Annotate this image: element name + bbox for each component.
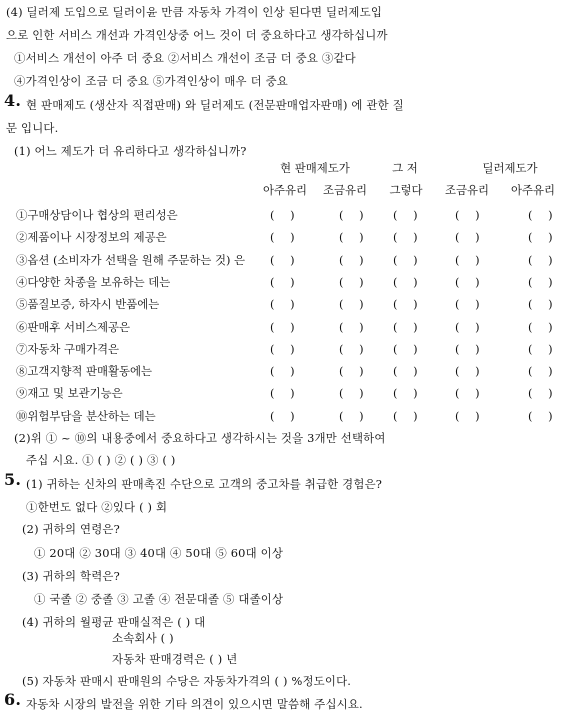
rating-choice-3[interactable]: ( ): [393, 230, 424, 245]
q4-sub2-line2: 주십 시요. ① ( ) ② ( ) ③ ( ): [26, 453, 176, 467]
header-dealer-system: 딜러제도가: [482, 161, 538, 175]
rating-choice-4[interactable]: ( ): [455, 252, 486, 267]
q5-sub3: (3) 귀하의 학력은?: [22, 569, 120, 583]
rating-choice-3[interactable]: ( ): [393, 386, 424, 401]
row-label: ⑥판매후 서비스제공은: [16, 319, 131, 334]
q5-sub1-options: ①한번도 없다 ②있다 ( ) 회: [26, 500, 168, 514]
rating-choice-3[interactable]: ( ): [393, 341, 424, 356]
rating-choice-4[interactable]: ( ): [455, 364, 486, 379]
header-col-4: 조금유리: [444, 183, 489, 197]
rating-choice-5[interactable]: ( ): [528, 364, 559, 379]
rating-choice-1[interactable]: ( ): [270, 364, 301, 379]
rating-choice-1[interactable]: ( ): [270, 252, 301, 267]
rating-choice-2[interactable]: ( ): [339, 341, 370, 356]
rating-choice-3[interactable]: ( ): [393, 297, 424, 312]
rating-choice-3[interactable]: ( ): [393, 252, 424, 267]
rating-choice-2[interactable]: ( ): [339, 386, 370, 401]
header-neutral: 그 저: [392, 161, 418, 175]
q5-sub3-options: ① 국졸 ② 중졸 ③ 고졸 ④ 전문대졸 ⑤ 대졸이상: [34, 592, 284, 606]
rating-choice-4[interactable]: ( ): [455, 297, 486, 312]
rating-choice-2[interactable]: ( ): [339, 297, 370, 312]
header-current-system: 현 판매제도가: [280, 161, 350, 175]
row-label: ①구매상담이나 협상의 편리성은: [16, 208, 178, 222]
rating-choice-4[interactable]: ( ): [455, 319, 486, 334]
rating-choice-5[interactable]: ( ): [528, 230, 559, 245]
row-label: ②제품이나 시장정보의 제공은: [16, 230, 167, 245]
row-label: ⑨재고 및 보관기능은: [16, 386, 123, 401]
rating-choice-5[interactable]: ( ): [528, 319, 559, 334]
header-col-2: 조금유리: [322, 183, 367, 197]
row-label: ⑦자동차 구매가격은: [16, 341, 120, 356]
rating-choice-4[interactable]: ( ): [455, 341, 486, 356]
rating-choice-5[interactable]: ( ): [528, 341, 559, 356]
rating-choice-2[interactable]: ( ): [339, 408, 370, 423]
q5-sub1: (1) 귀하는 신차의 판매촉진 수단으로 고객의 중고차를 취급한 경험은?: [26, 477, 383, 491]
q4-title-line1: 현 판매제도 (생산자 직접판매) 와 딜러제도 (전문판매업자판매) 에 관한 질: [26, 98, 404, 112]
rating-choice-2[interactable]: ( ): [339, 208, 370, 222]
row-label: ③옵션 (소비자가 선택을 원해 주문하는 것) 은: [16, 252, 246, 267]
q4-title-line2: 문 입니다.: [6, 121, 59, 135]
q5-number: 5.: [4, 470, 22, 489]
rating-choice-3[interactable]: ( ): [393, 319, 424, 334]
rating-choice-2[interactable]: ( ): [339, 230, 370, 245]
rating-choice-2[interactable]: ( ): [339, 274, 370, 289]
rating-choice-3[interactable]: ( ): [393, 408, 424, 423]
rating-choice-5[interactable]: ( ): [528, 208, 559, 222]
row-label: ⑧고객지향적 판매활동에는: [16, 364, 153, 379]
rating-choice-5[interactable]: ( ): [528, 252, 559, 267]
rating-choice-3[interactable]: ( ): [393, 208, 424, 222]
q5-sub5: (5) 자동차 판매시 판매원의 수당은 자동차가격의 ( ) %정도이다.: [22, 674, 352, 688]
q3-item4-line2: 으로 인한 서비스 개선과 가격인상중 어느 것이 더 중요하다고 생각하십니까: [6, 28, 388, 42]
header-col-3: 그렇다: [389, 183, 423, 197]
rating-choice-5[interactable]: ( ): [528, 386, 559, 401]
rating-choice-1[interactable]: ( ): [270, 208, 301, 222]
rating-choice-1[interactable]: ( ): [270, 319, 301, 334]
rating-choice-4[interactable]: ( ): [455, 274, 486, 289]
header-col-1: 아주유리: [262, 183, 307, 197]
q6-number: 6.: [4, 690, 22, 709]
rating-choice-5[interactable]: ( ): [528, 297, 559, 312]
q3-options-line2: ④가격인상이 조금 더 중요 ⑤가격인상이 매우 더 중요: [14, 74, 288, 88]
rating-choice-4[interactable]: ( ): [455, 208, 486, 222]
rating-choice-2[interactable]: ( ): [339, 364, 370, 379]
rating-choice-2[interactable]: ( ): [339, 252, 370, 267]
q3-options-line1: ①서비스 개선이 아주 더 중요 ②서비스 개선이 조금 더 중요 ③같다: [14, 51, 356, 65]
rating-choice-1[interactable]: ( ): [270, 408, 301, 423]
q4-number: 4.: [4, 91, 22, 110]
rating-choice-5[interactable]: ( ): [528, 274, 559, 289]
q4-sub1: (1) 어느 제도가 더 유리하다고 생각하십니까?: [14, 144, 247, 158]
q4-sub2-line1: (2)위 ① ~ ⑩의 내용중에서 중요하다고 생각하시는 것을 3개만 선택하여: [14, 431, 386, 445]
q5-sub4-affiliation: 소속회사 ( ): [112, 631, 174, 645]
rating-choice-3[interactable]: ( ): [393, 274, 424, 289]
q5-sub4: (4) 귀하의 월평균 판매실적은 ( ) 대: [22, 615, 206, 629]
rating-choice-1[interactable]: ( ): [270, 386, 301, 401]
header-col-5: 아주유리: [510, 183, 555, 197]
rating-choice-1[interactable]: ( ): [270, 230, 301, 245]
rating-choice-2[interactable]: ( ): [339, 319, 370, 334]
rating-choice-1[interactable]: ( ): [270, 274, 301, 289]
q5-sub2-options: ① 20대 ② 30대 ③ 40대 ④ 50대 ⑤ 60대 이상: [34, 546, 284, 560]
rating-choice-5[interactable]: ( ): [528, 408, 559, 423]
rating-choice-4[interactable]: ( ): [455, 230, 486, 245]
q3-item4-line1: (4) 딜러제 도입으로 딜러이윤 만큼 자동차 가격이 인상 된다면 딜러제도입: [6, 5, 383, 19]
rating-choice-1[interactable]: ( ): [270, 297, 301, 312]
rating-choice-1[interactable]: ( ): [270, 341, 301, 356]
row-label: ⑩위험부담을 분산하는 데는: [16, 408, 156, 423]
rating-choice-3[interactable]: ( ): [393, 364, 424, 379]
rating-choice-4[interactable]: ( ): [455, 386, 486, 401]
q5-sub4-career: 자동차 판매경력은 ( ) 년: [112, 652, 238, 666]
rating-choice-4[interactable]: ( ): [455, 408, 486, 423]
q5-sub2: (2) 귀하의 연령은?: [22, 522, 120, 536]
row-label: ④다양한 차종을 보유하는 데는: [16, 274, 171, 289]
q6-text: 자동차 시장의 발전을 위한 기타 의견이 있으시면 말씀해 주십시요.: [26, 697, 363, 711]
row-label: ⑤품질보증, 하자시 반품에는: [16, 297, 160, 312]
